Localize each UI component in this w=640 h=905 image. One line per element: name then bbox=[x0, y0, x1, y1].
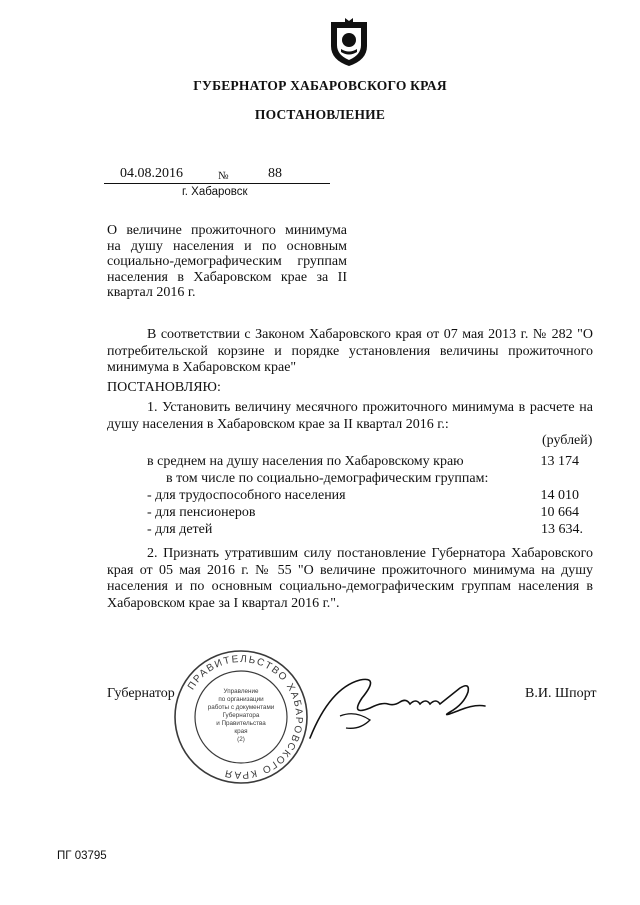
row-value-pensioners: 10 664 bbox=[540, 505, 579, 520]
row-label-working: - для трудоспособного населения bbox=[147, 488, 346, 503]
item-1-paragraph: 1. Установить величину месячного прожиточного минимума в расчете на душу населения в Хабаровском крае за II квартал 2016 г.: bbox=[107, 400, 593, 432]
signatory-position: Губернатор bbox=[107, 686, 175, 701]
handwritten-signature bbox=[300, 668, 490, 748]
svg-text:по организации: по организации bbox=[218, 696, 264, 703]
date-number-underline bbox=[104, 183, 330, 184]
svg-text:и Правительства: и Правительства bbox=[216, 720, 266, 727]
number-sign: № bbox=[218, 170, 229, 182]
coat-of-arms-icon bbox=[327, 16, 371, 68]
document-title: О величине прожиточного минимума на душу населения и по основным социально-демографическим группам населения в Хабаровском крае за II квартал 2016 г. bbox=[107, 223, 347, 300]
intro-paragraph: В соответствии с Законом Хабаровского края от 07 мая 2013 г. № 282 "О потребительской корзине и порядке установления величины прожиточного минимума в Хабаровском крае" bbox=[107, 327, 593, 375]
svg-text:ПРАВИТЕЛЬСТВО ХАБАРОВСКОГО КРА: ПРАВИТЕЛЬСТВО ХАБАРОВСКОГО КРАЯ bbox=[185, 653, 305, 781]
document-date: 04.08.2016 bbox=[120, 166, 183, 181]
row-value-working: 14 010 bbox=[540, 488, 579, 503]
row-label-children: - для детей bbox=[147, 522, 213, 537]
row-value-average: 13 174 bbox=[540, 454, 579, 469]
resolve-heading: ПОСТАНОВЛЯЮ: bbox=[107, 380, 221, 395]
svg-text:(2): (2) bbox=[237, 736, 245, 743]
svg-text:работы с документами: работы с документами bbox=[207, 704, 275, 711]
item-2-paragraph: 2. Признать утратившим силу постановление Губернатора Хабаровского края от 05 мая 2016 г. № 55 "О величине прожиточного минимума на душу населения и по основным социально-демографическим группам населения в Хабаровском крае за I квартал 2016 г.". bbox=[107, 546, 593, 611]
form-code: ПГ 03795 bbox=[57, 850, 107, 862]
svg-text:края: края bbox=[234, 728, 248, 735]
svg-text:Губернатора: Губернатора bbox=[222, 712, 260, 719]
svg-text:Управление: Управление bbox=[223, 688, 259, 695]
unit-label: (рублей) bbox=[542, 433, 593, 448]
issuing-authority: ГУБЕРНАТОР ХАБАРОВСКОГО КРАЯ bbox=[193, 78, 447, 93]
row-label-average: в среднем на душу населения по Хабаровскому краю bbox=[147, 454, 464, 469]
row-label-groups: в том числе по социально-демографическим группам: bbox=[166, 471, 489, 486]
signatory-name: В.И. Шпорт bbox=[525, 686, 597, 701]
row-label-pensioners: - для пенсионеров bbox=[147, 505, 256, 520]
document-city: г. Хабаровск bbox=[182, 186, 248, 198]
official-seal bbox=[172, 648, 310, 786]
row-value-children: 13 634. bbox=[541, 522, 583, 537]
document-type: ПОСТАНОВЛЕНИЕ bbox=[254, 107, 386, 122]
document-number: 88 bbox=[268, 166, 282, 181]
